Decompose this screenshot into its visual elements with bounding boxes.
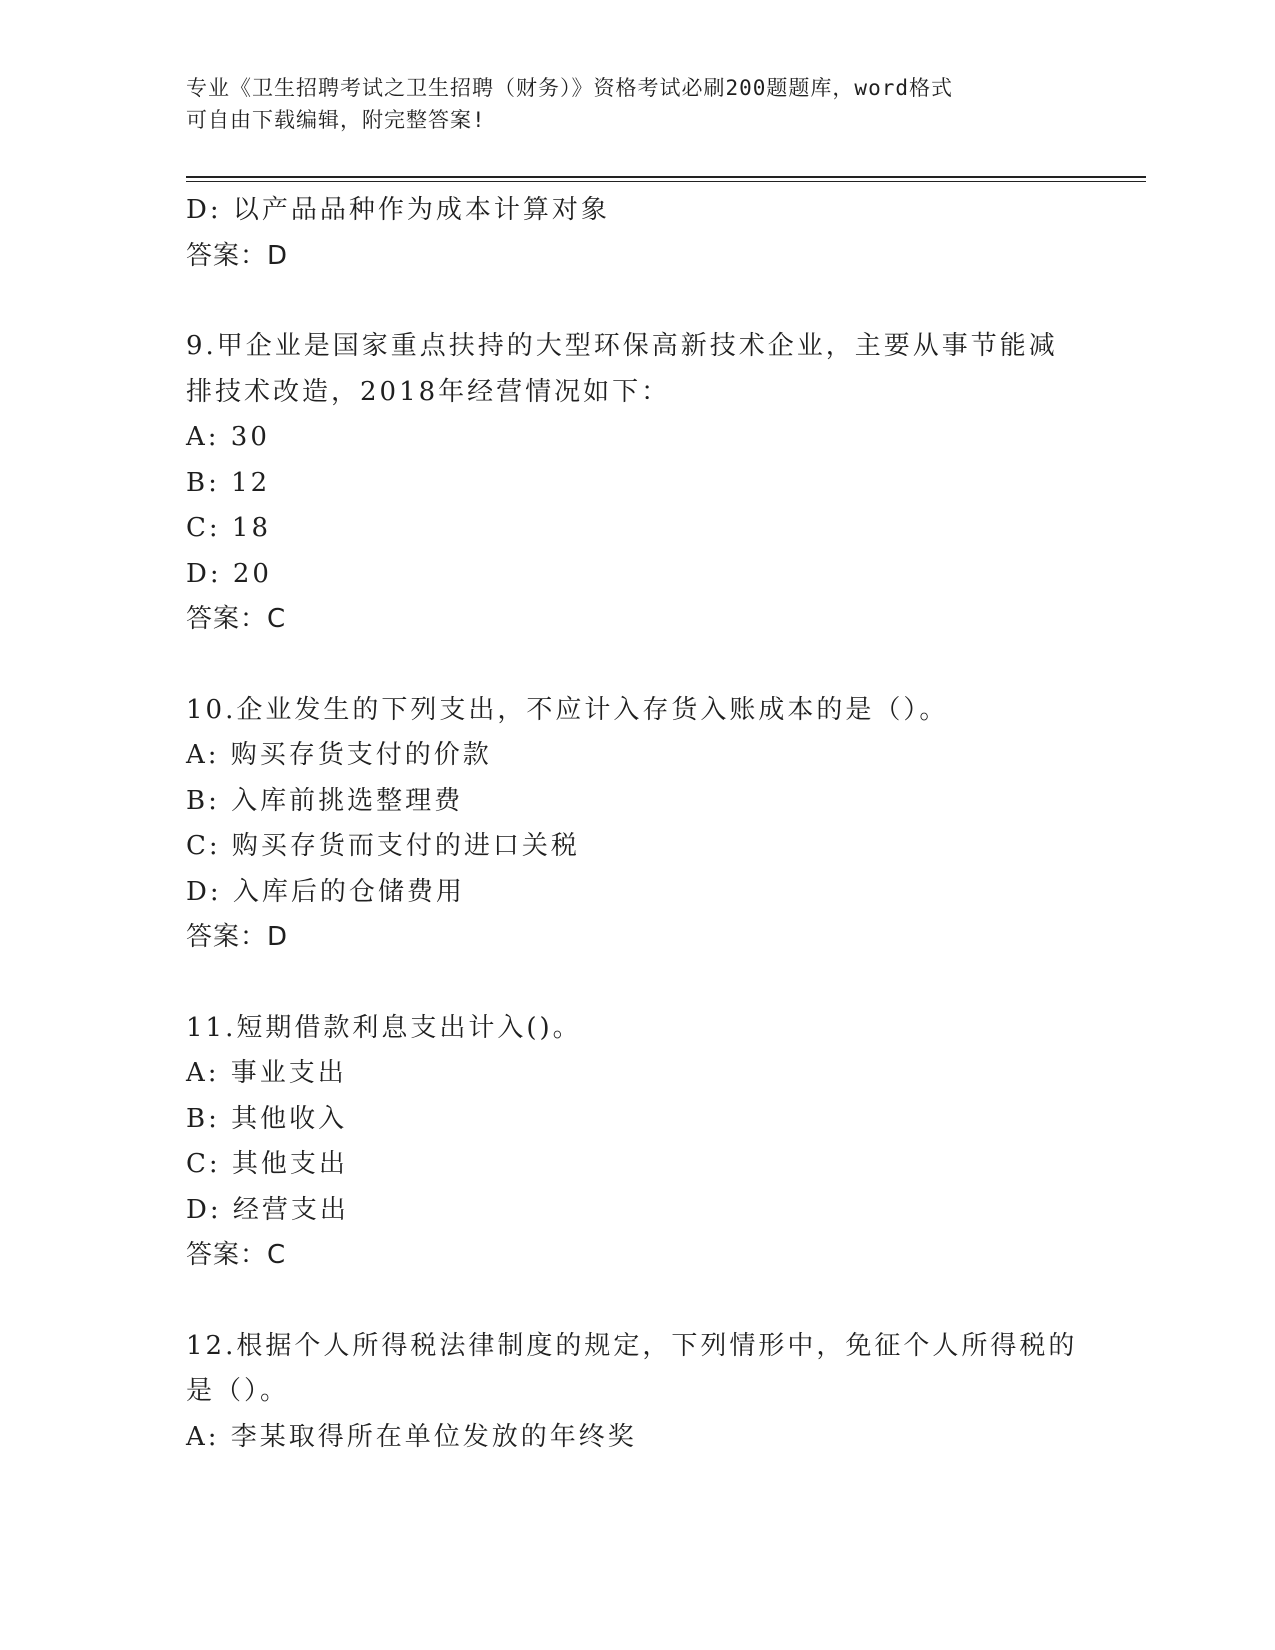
- header-divider: [186, 176, 1146, 178]
- prev-option-d: D: 以产品品种作为成本计算对象: [186, 195, 610, 225]
- option-c: C: 购买存货而支付的进口关税: [186, 831, 580, 861]
- question-stem: 12.根据个人所得税法律制度的规定，下列情形中，免征个人所得税的: [186, 1330, 1078, 1361]
- option-d: D: 入库后的仓储费用: [186, 876, 465, 907]
- header-line-2: 可自由下载编辑，附完整答案!: [186, 108, 486, 132]
- question-stem: 排技术改造，2018年经营情况如下：: [186, 376, 671, 407]
- option-d: D: 经营支出: [186, 1194, 349, 1225]
- question-10: [186, 688, 1106, 961]
- header-divider-thin: [186, 181, 1146, 182]
- answer: 答案：C: [186, 1240, 287, 1270]
- option-c: C: 其他支出: [186, 1149, 348, 1179]
- option-b: B: 其他收入: [186, 1103, 348, 1134]
- option-b: B: 入库前挑选整理费: [186, 785, 464, 816]
- question-12: [186, 1324, 1106, 1461]
- header-line-1: 专业《卫生招聘考试之卫生招聘（财务）》资格考试必刷200题题库，word格式: [186, 76, 953, 100]
- option-a: A: 购买存货支付的价款: [186, 740, 492, 770]
- option-d: D: 20: [186, 558, 272, 589]
- option-a: A: 事业支出: [186, 1058, 347, 1088]
- question-stem: 是（）。: [186, 1376, 290, 1406]
- question-list: [186, 188, 1106, 1460]
- option-c: C: 18: [186, 513, 272, 543]
- option-b: B: 12: [186, 467, 271, 498]
- question-11: [186, 1006, 1106, 1279]
- question-9: [186, 324, 1106, 643]
- question-stem: 11.短期借款利息支出计入()。: [186, 1012, 582, 1043]
- question-stem: 10.企业发生的下列支出，不应计入存货入账成本的是（）。: [186, 694, 949, 725]
- prev-answer: 答案：D: [186, 240, 289, 271]
- answer: 答案：D: [186, 922, 289, 952]
- option-a: A: 30: [186, 422, 270, 452]
- question-stem: 9.甲企业是国家重点扶持的大型环保高新技术企业，主要从事节能减: [186, 331, 1058, 361]
- answer: 答案：C: [186, 604, 287, 634]
- option-a: A: 李某取得所在单位发放的年终奖: [186, 1421, 637, 1452]
- page-header: [186, 72, 1066, 136]
